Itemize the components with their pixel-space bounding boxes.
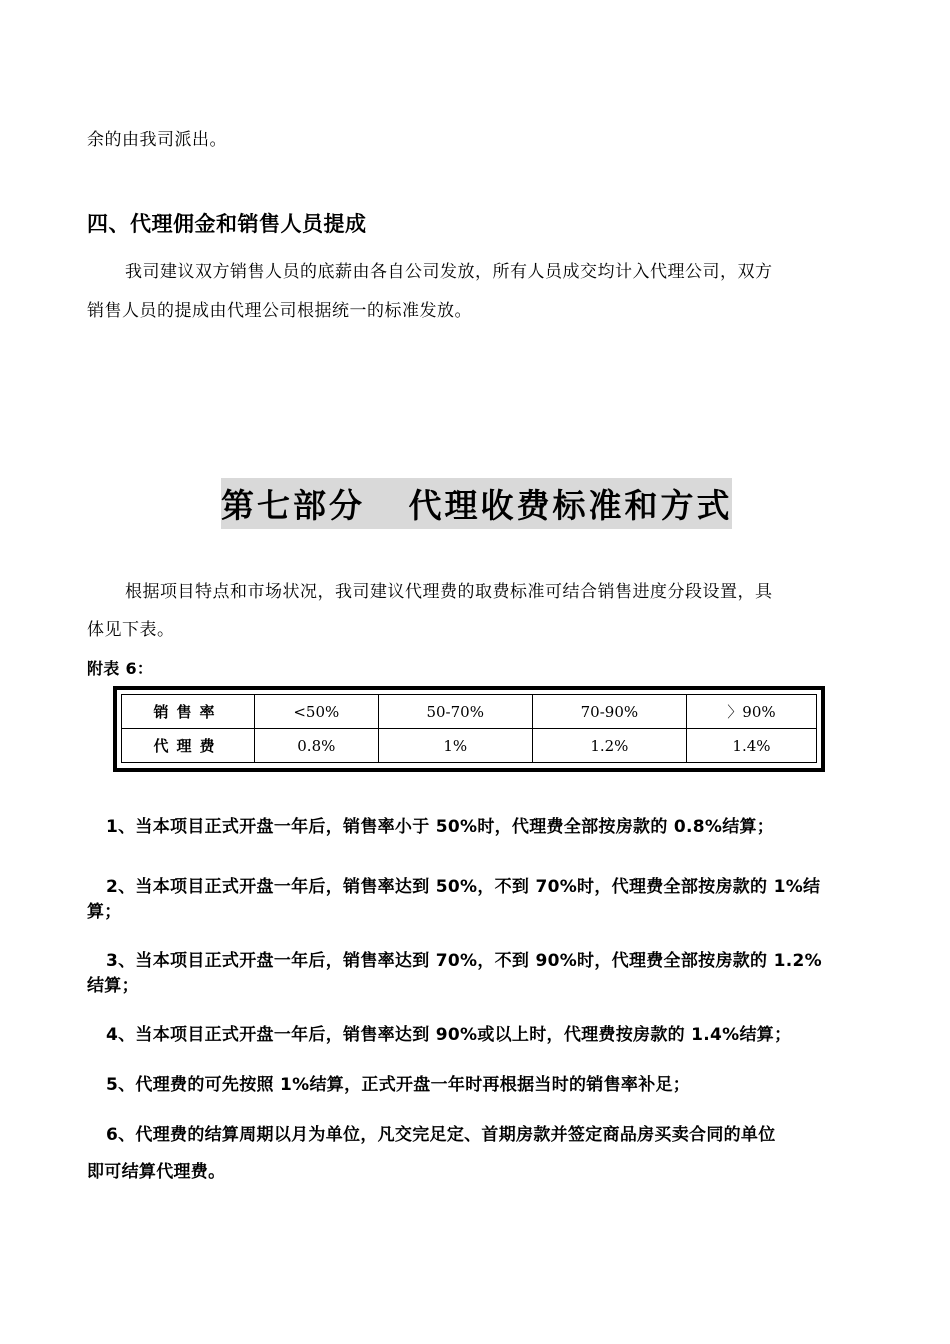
table-caption: 附表 6： bbox=[87, 659, 154, 678]
rate-cell: 50-70% bbox=[378, 695, 532, 729]
table-row bbox=[122, 729, 817, 763]
fee-cell: 1% bbox=[378, 729, 532, 763]
part-title: 第七部分 代理收费标准和方式 bbox=[221, 478, 732, 529]
section-heading-4: 四、代理佣金和销售人员提成 bbox=[87, 212, 367, 236]
rule-2-line2: 算； bbox=[87, 902, 122, 922]
rule-2-line1: 2、当本项目正式开盘一年后，销售率达到 50%，不到 70%时，代理费全部按房款的 1%结 bbox=[106, 877, 821, 897]
fee-cell: 0.8% bbox=[255, 729, 379, 763]
rule-6-line1: 6、代理费的结算周期以月为单位，凡交完足定、首期房款并签定商品房买卖合同的单位 bbox=[106, 1125, 776, 1145]
fee-table bbox=[121, 694, 817, 763]
table-row bbox=[122, 695, 817, 729]
agency-fee-label: 代理费 bbox=[122, 729, 255, 763]
rate-cell: 〉90% bbox=[686, 695, 816, 729]
intro-fragment: 余的由我司派出。 bbox=[87, 130, 227, 150]
rule-3-line2: 结算； bbox=[87, 976, 139, 996]
fee-table-frame bbox=[113, 686, 825, 772]
rate-cell: <50% bbox=[255, 695, 379, 729]
rate-cell: 70-90% bbox=[532, 695, 686, 729]
part7-paragraph-line1: 根据项目特点和市场状况，我司建议代理费的取费标准可结合销售进度分段设置，具 bbox=[125, 582, 773, 602]
rule-5: 5、代理费的可先按照 1%结算，正式开盘一年时再根据当时的销售率补足； bbox=[106, 1075, 691, 1095]
section4-paragraph-line1: 我司建议双方销售人员的底薪由各自公司发放，所有人员成交均计入代理公司，双方 bbox=[125, 262, 773, 282]
section4-paragraph-line2: 销售人员的提成由代理公司根据统一的标准发放。 bbox=[87, 301, 472, 321]
fee-cell: 1.2% bbox=[532, 729, 686, 763]
rule-3-line1: 3、当本项目正式开盘一年后，销售率达到 70%，不到 90%时，代理费全部按房款的 1.2% bbox=[106, 951, 822, 971]
rule-4: 4、当本项目正式开盘一年后，销售率达到 90%或以上时，代理费按房款的 1.4%结算； bbox=[106, 1025, 792, 1045]
rule-6-line2: 即可结算代理费。 bbox=[87, 1162, 226, 1182]
rule-1: 1、当本项目正式开盘一年后，销售率小于 50%时，代理费全部按房款的 0.8%结算； bbox=[106, 817, 775, 837]
part7-paragraph-line2: 体见下表。 bbox=[87, 620, 175, 640]
fee-cell: 1.4% bbox=[686, 729, 816, 763]
sales-rate-label: 销售率 bbox=[122, 695, 255, 729]
